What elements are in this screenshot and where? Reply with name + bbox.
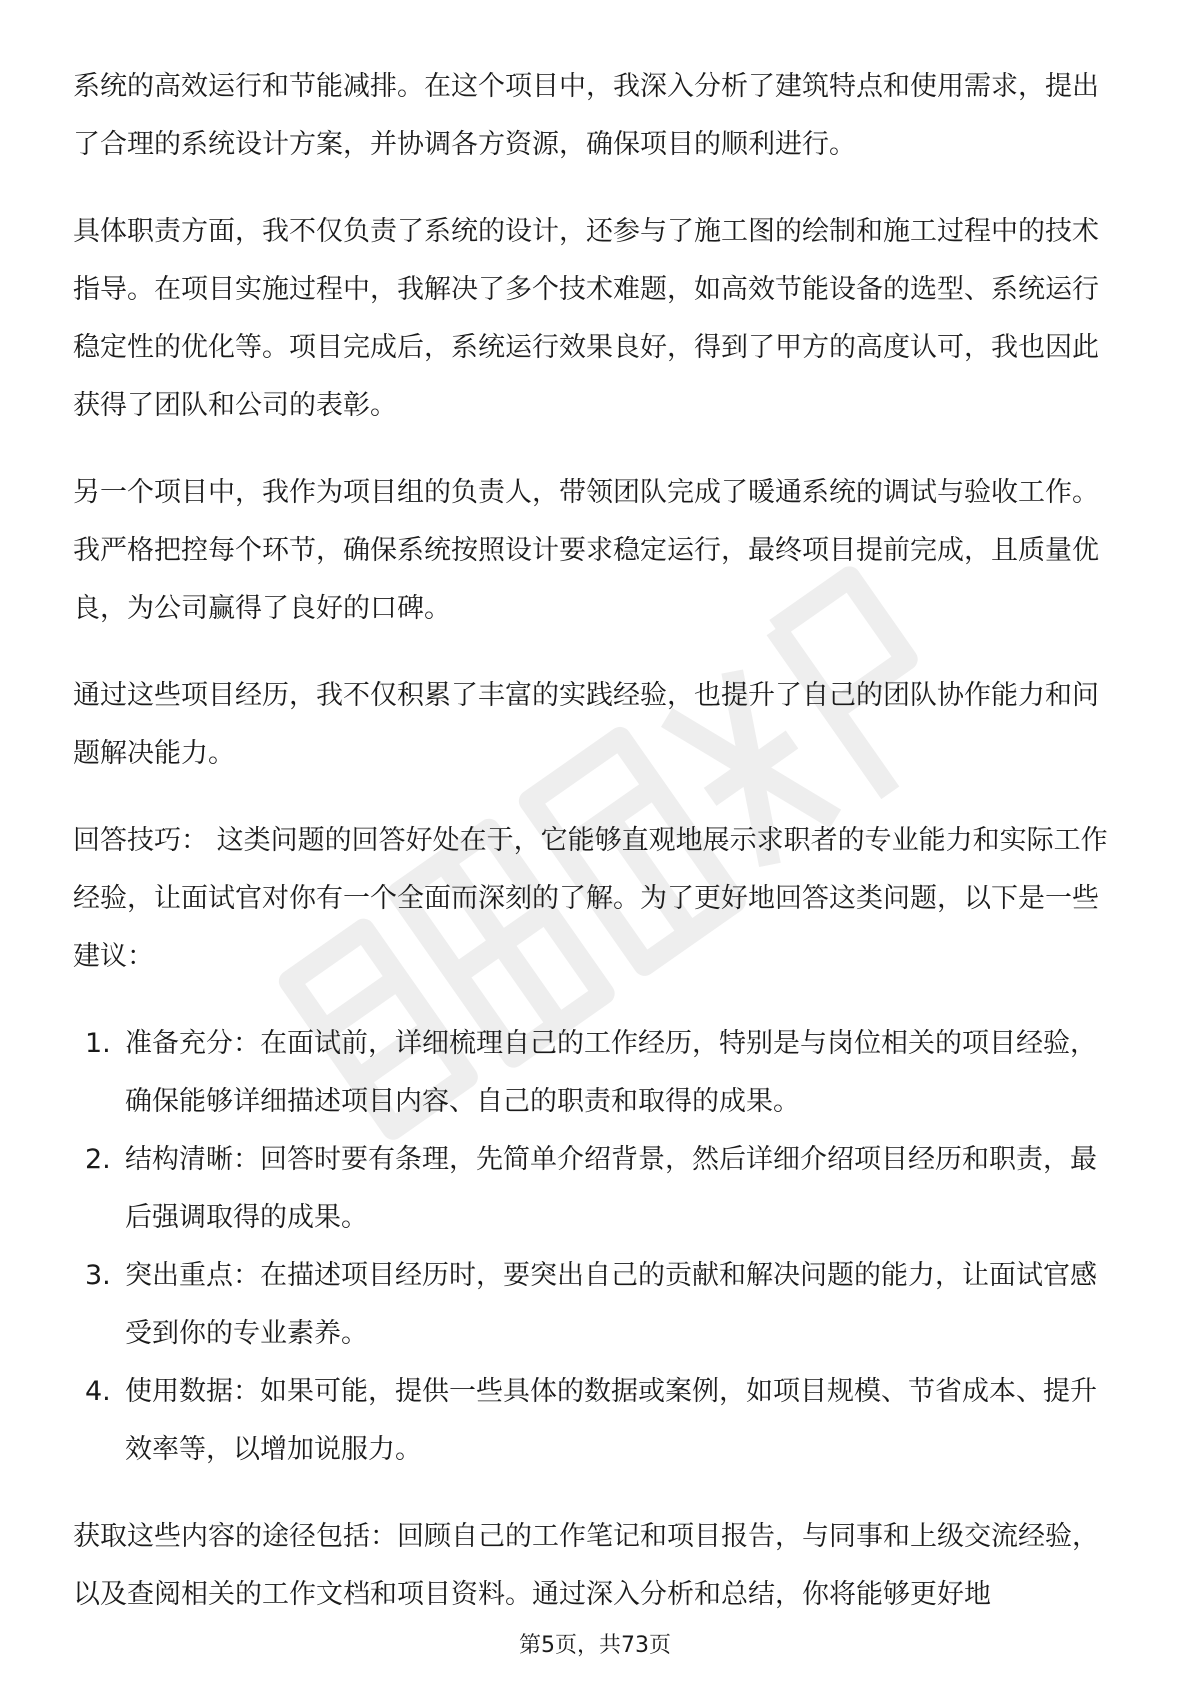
- paragraph-experience-gain: 通过这些项目经历，我不仅积累了丰富的实践经验，也提升了自己的团队协作能力和问题解决能力。: [73, 680, 1099, 769]
- paragraph-sources: 获取这些内容的途径包括：回顾自己的工作笔记和项目报告，与同事和上级交流经验，以及查阅相关的工作文档和项目资料。通过深入分析和总结，你将能够更好地: [73, 1521, 1099, 1610]
- list-item: [73, 1131, 1123, 1247]
- list-item: [73, 1363, 1123, 1479]
- list-item: [73, 1015, 1123, 1131]
- paragraph-second-project: 另一个项目中，我作为项目组的负责人，带领团队完成了暖通系统的调试与验收工作。我严格把控每个环节，确保系统按照设计要求稳定运行，最终项目提前完成，且质量优良，为公司赢得了良好的口碑。: [73, 477, 1099, 624]
- page-number-footer: 第5页，共73页: [519, 1633, 671, 1658]
- list-item: [73, 1247, 1123, 1363]
- paragraph-project-summary: 系统的高效运行和节能减排。在这个项目中，我深入分析了建筑特点和使用需求，提出了合理的系统设计方案，并协调各方资源，确保项目的顺利进行。: [73, 71, 1099, 160]
- list-number: 4.: [85, 1376, 111, 1407]
- tips-list: [73, 1015, 1123, 1479]
- list-number: 2.: [85, 1144, 111, 1175]
- list-number: 1.: [85, 1028, 111, 1059]
- list-number: 3.: [85, 1260, 111, 1291]
- list-text: 突出重点：在描述项目经历时，要突出自己的贡献和解决问题的能力，让面试官感受到你的专业素养。: [125, 1260, 1097, 1349]
- list-text: 结构清晰：回答时要有条理，先简单介绍背景，然后详细介绍项目经历和职责，最后强调取得的成果。: [125, 1144, 1097, 1233]
- paragraph-responsibilities: 具体职责方面，我不仅负责了系统的设计，还参与了施工图的绘制和施工过程中的技术指导。在项目实施过程中，我解决了多个技术难题，如高效节能设备的选型、系统运行稳定性的优化等。项目完成后，系统运行效果良好，得到了甲方的高度认可，我也因此获得了团队和公司的表彰。: [73, 216, 1099, 421]
- list-text: 使用数据：如果可能，提供一些具体的数据或案例，如项目规模、节省成本、提升效率等，以增加说服力。: [125, 1376, 1097, 1465]
- document-body: [73, 58, 1123, 1653]
- paragraph-answer-tips: 回答技巧： 这类问题的回答好处在于，它能够直观地展示求职者的专业能力和实际工作经验，让面试官对你有一个全面而深刻的了解。为了更好地回答这类问题，以下是一些建议：: [73, 825, 1108, 972]
- list-text: 准备充分：在面试前，详细梳理自己的工作经历，特别是与岗位相关的项目经验，确保能够详细描述项目内容、自己的职责和取得的成果。: [125, 1028, 1097, 1117]
